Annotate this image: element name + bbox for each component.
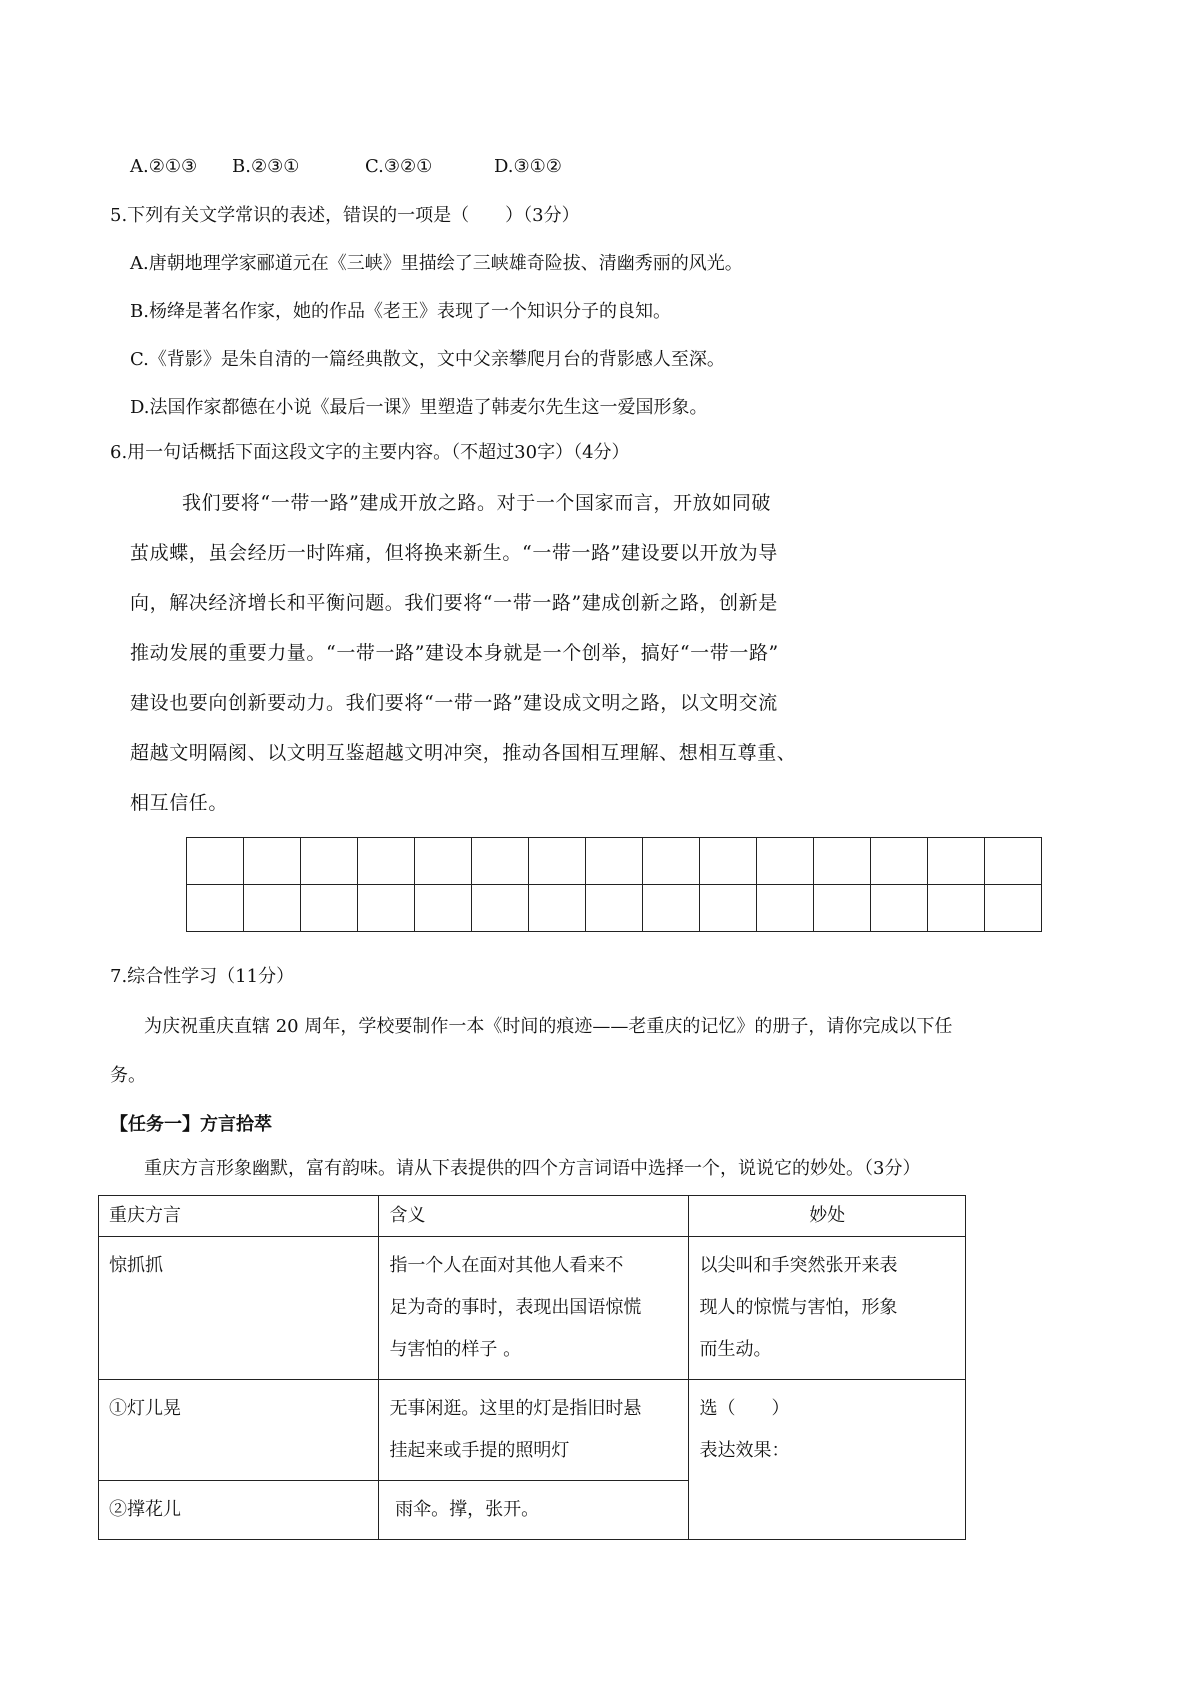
header-meaning: 含义 [379,1196,689,1237]
answer-cell[interactable] [700,838,757,885]
q6-passage-line: 茧成蝶，虽会经历一时阵痛，但将换来新生。“一带一路”建设要以开放为导 [130,542,778,564]
q5-option-c: C.《背影》是朱自清的一篇经典散文，文中父亲攀爬月台的背影感人至深。 [130,349,725,370]
answer-cell[interactable] [529,838,586,885]
answer-cell[interactable] [187,838,244,885]
answer-cell[interactable] [928,838,985,885]
answer-cell[interactable] [757,885,814,932]
q4-option-b: B.②③① [232,156,300,177]
answer-cell[interactable] [814,838,871,885]
answer-cell[interactable] [358,885,415,932]
answer-cell[interactable] [985,838,1042,885]
answer-cell[interactable] [700,885,757,932]
answer-cell[interactable] [358,838,415,885]
q6-passage-line: 建设也要向创新要动力。我们要将“一带一路”建设成文明之路，以文明交流 [130,692,778,714]
q5-stem: 5.下列有关文学常识的表述，错误的一项是（ ）（3分） [110,205,580,226]
q6-stem: 6.用一句话概括下面这段文字的主要内容。（不超过30字）（4分） [110,442,630,463]
q4-option-c: C.③②① [365,156,433,177]
q5-option-b: B.杨绛是著名作家，她的作品《老王》表现了一个知识分子的良知。 [130,301,671,322]
q7-intro-line: 务。 [110,1065,146,1086]
q6-passage-line: 推动发展的重要力量。“一带一路”建设本身就是一个创举，搞好“一带一路” [130,642,779,664]
q6-passage-line: 相互信任。 [130,792,229,814]
effect-label: 表达效果： [699,1440,790,1461]
answer-cell[interactable] [244,838,301,885]
answer-cell[interactable] [985,885,1042,932]
dialect-effect [689,1237,966,1380]
q7-stem: 7.综合性学习（11分） [110,966,295,987]
answer-cell[interactable] [187,885,244,932]
answer-effect-cell[interactable] [689,1380,966,1540]
dialect-term: 惊抓抓 [99,1237,379,1380]
task1-prompt: 重庆方言形象幽默，富有韵味。请从下表提供的四个方言词语中选择一个，说说它的妙处。（3分） [144,1158,921,1179]
q4-option-d: D.③①② [494,156,562,177]
header-effect: 妙处 [689,1196,966,1237]
dialect-term: ②撑花儿 [99,1481,379,1540]
meaning-line: 与害怕的样子 。 [389,1339,522,1360]
dialect-meaning [379,1237,689,1380]
answer-cell[interactable] [301,885,358,932]
answer-cell[interactable] [814,885,871,932]
answer-cell[interactable] [244,885,301,932]
answer-cell[interactable] [586,885,643,932]
effect-line: 以尖叫和手突然张开来表 [699,1255,898,1276]
meaning-line: 挂起来或手提的照明灯 [389,1440,570,1461]
answer-cell[interactable] [643,838,700,885]
answer-cell[interactable] [928,885,985,932]
dialect-table [98,1195,966,1540]
choice-line: 选（ ） [699,1398,790,1419]
answer-cell[interactable] [301,838,358,885]
answer-cell[interactable] [472,885,529,932]
answer-cell[interactable] [415,838,472,885]
effect-line: 而生动。 [699,1339,772,1360]
effect-line: 现人的惊慌与害怕，形象 [699,1297,898,1318]
q6-passage-line: 我们要将“一带一路”建成开放之路。对于一个国家而言，开放如同破 [182,492,772,514]
q5-option-a: A.唐朝地理学家郦道元在《三峡》里描绘了三峡雄奇险拔、清幽秀丽的风光。 [130,253,743,274]
answer-grid-row [187,885,1042,932]
dialect-meaning [379,1380,689,1481]
answer-cell[interactable] [415,885,472,932]
q6-passage-line: 超越文明隔阂、以文明互鉴超越文明冲突，推动各国相互理解、想相互尊重、 [130,742,797,764]
meaning-line: 指一个人在面对其他人看来不 [389,1255,624,1276]
answer-cell[interactable] [586,838,643,885]
dialect-row [99,1380,966,1481]
answer-cell[interactable] [529,885,586,932]
header-dialect: 重庆方言 [99,1196,379,1237]
answer-cell[interactable] [871,838,928,885]
dialect-meaning: 雨伞。撑，张开。 [379,1481,689,1540]
q4-option-a: A.②①③ [130,156,198,177]
meaning-line: 足为奇的事时，表现出国语惊慌 [389,1297,642,1318]
q5-option-d: D.法国作家都德在小说《最后一课》里塑造了韩麦尔先生这一爱国形象。 [130,397,708,418]
answer-grid [186,837,1042,932]
answer-cell[interactable] [472,838,529,885]
task1-title: 【任务一】方言拾萃 [110,1114,272,1135]
dialect-table-header [99,1196,966,1237]
dialect-term: ①灯儿晃 [99,1380,379,1481]
answer-grid-row [187,838,1042,885]
q7-intro-line: 为庆祝重庆直辖 20 周年，学校要制作一本《时间的痕迹——老重庆的记忆》的册子，请你完成以下任 [144,1016,953,1037]
q6-passage-line: 向，解决经济增长和平衡问题。我们要将“一带一路”建成创新之路，创新是 [130,592,778,614]
answer-cell[interactable] [871,885,928,932]
answer-cell[interactable] [643,885,700,932]
dialect-row [99,1237,966,1380]
meaning-line: 无事闲逛。这里的灯是指旧时悬 [389,1398,642,1419]
answer-cell[interactable] [757,838,814,885]
